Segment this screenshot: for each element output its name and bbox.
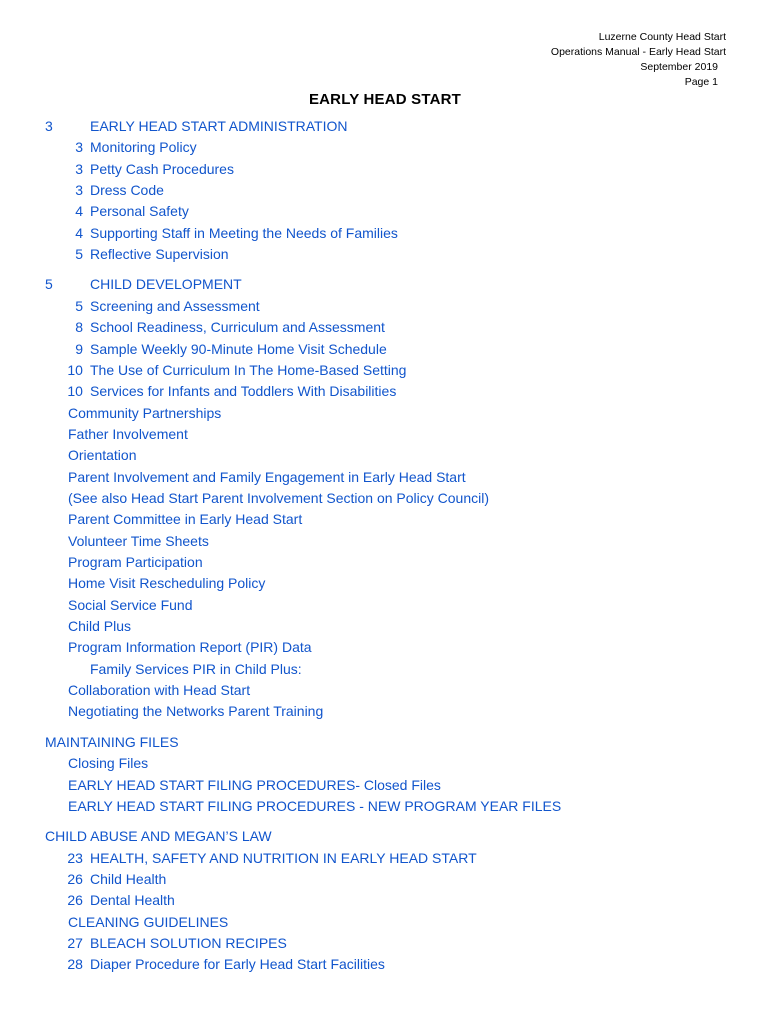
toc-entry-label[interactable]: Father Involvement [68, 425, 188, 442]
toc-entry-label[interactable]: Home Visit Rescheduling Policy [68, 575, 266, 592]
toc-entry-label[interactable]: EARLY HEAD START FILING PROCEDURES - NEW PROGRAM YEAR FILES [68, 797, 562, 814]
toc-entry-label[interactable]: CHILD DEVELOPMENT [90, 276, 242, 293]
toc-entry-label[interactable]: Screening and Assessment [90, 297, 260, 314]
toc-entry-label[interactable]: Child Plus [68, 618, 132, 635]
toc-entry-label[interactable]: Petty Cash Procedures [90, 160, 234, 177]
toc-page-number[interactable]: 26 [67, 870, 83, 887]
toc-entry-label[interactable]: Dental Health [90, 892, 175, 909]
header-page-number: Page 1 [684, 76, 718, 88]
toc-page-number[interactable]: 5 [75, 297, 83, 314]
header-date: September 2019 [640, 61, 718, 73]
toc-entry-label[interactable]: Program Participation [68, 554, 203, 570]
toc-entry-label[interactable]: Sample Weekly 90-Minute Home Visit Schedule [90, 340, 387, 357]
page-header [551, 30, 726, 90]
toc-page-number[interactable]: 8 [75, 319, 83, 336]
toc-entry-label[interactable]: The Use of Curriculum In The Home-Based Setting [90, 361, 407, 378]
toc-entry-label[interactable]: Program Information Report (PIR) Data [68, 639, 312, 656]
toc-page-number[interactable]: 10 [67, 383, 83, 400]
toc-entry-label[interactable]: Services for Infants and Toddlers With Disabilities [90, 383, 397, 400]
toc-entry-label[interactable]: Collaboration with Head Start [68, 682, 251, 699]
toc-entry-label[interactable]: School Readiness, Curriculum and Assessment [90, 319, 385, 336]
toc-page-number[interactable]: 28 [67, 956, 83, 973]
header-manual: Operations Manual - Early Head Start [550, 46, 726, 58]
toc-entry-label[interactable]: MAINTAINING FILES [45, 733, 179, 750]
toc-entry-label[interactable]: (See also Head Start Parent Involvement Section on Policy Council) [68, 489, 489, 506]
toc-page-number[interactable]: 9 [75, 340, 83, 357]
toc-entry-label[interactable]: Family Services PIR in Child Plus: [90, 660, 302, 677]
header-org: Luzerne County Head Start [598, 31, 726, 43]
toc-entry-label[interactable]: CHILD ABUSE AND MEGAN’S LAW [45, 828, 272, 845]
toc-page-number[interactable]: 26 [67, 892, 83, 909]
toc-entry-label[interactable]: CLEANING GUIDELINES [68, 913, 229, 930]
toc-page-number[interactable]: 3 [75, 139, 83, 156]
toc-entry-label[interactable]: Volunteer Time Sheets [68, 532, 209, 549]
toc-page-number[interactable]: 27 [67, 934, 83, 951]
toc-page-number[interactable]: 4 [75, 203, 83, 220]
toc-entry-label[interactable]: Negotiating the Networks Parent Training [68, 703, 324, 720]
toc-entry-label[interactable]: HEALTH, SAFETY AND NUTRITION IN EARLY HEAD START [90, 849, 477, 866]
toc-page-number[interactable]: 4 [75, 224, 83, 241]
toc-entry-label[interactable]: Orientation [68, 447, 137, 464]
toc-page-number[interactable]: 10 [67, 361, 83, 378]
toc-entry-label[interactable]: Diaper Procedure for Early Head Start Facilities [90, 956, 385, 973]
toc-page-number[interactable]: 5 [45, 276, 53, 293]
document-title: EARLY HEAD START [308, 91, 462, 108]
toc-entry-label[interactable]: Parent Involvement and Family Engagement in Early Head Start [68, 468, 466, 485]
toc-entry-label[interactable]: Dress Code [90, 182, 164, 199]
toc-entry-label[interactable]: Community Partnerships [68, 404, 222, 421]
toc-entry-label[interactable]: Monitoring Policy [90, 139, 197, 156]
toc-entry-label[interactable]: BLEACH SOLUTION RECIPES [90, 934, 287, 951]
toc-entry-label[interactable]: Social Service Fund [68, 596, 193, 613]
toc-entry-label[interactable]: Supporting Staff in Meeting the Needs of Families [90, 224, 398, 241]
toc-entry-label[interactable]: Closing Files [68, 755, 149, 772]
toc-entry-label[interactable]: Child Health [90, 870, 167, 887]
toc-entry-label[interactable]: EARLY HEAD START FILING PROCEDURES- Closed Files [68, 776, 441, 793]
toc-entry-label[interactable]: Personal Safety [90, 203, 189, 220]
toc-page-number[interactable]: 23 [67, 849, 83, 866]
toc-page-number[interactable]: 3 [75, 160, 83, 177]
toc-entry-label[interactable]: Reflective Supervision [90, 246, 229, 263]
toc-page-number[interactable]: 5 [75, 246, 83, 263]
toc-entry-label[interactable]: Parent Committee in Early Head Start [68, 511, 303, 528]
toc-page-number[interactable]: 3 [45, 118, 53, 134]
toc-page-number[interactable]: 3 [75, 182, 83, 199]
toc-entry-label[interactable]: EARLY HEAD START ADMINISTRATION [90, 118, 348, 134]
